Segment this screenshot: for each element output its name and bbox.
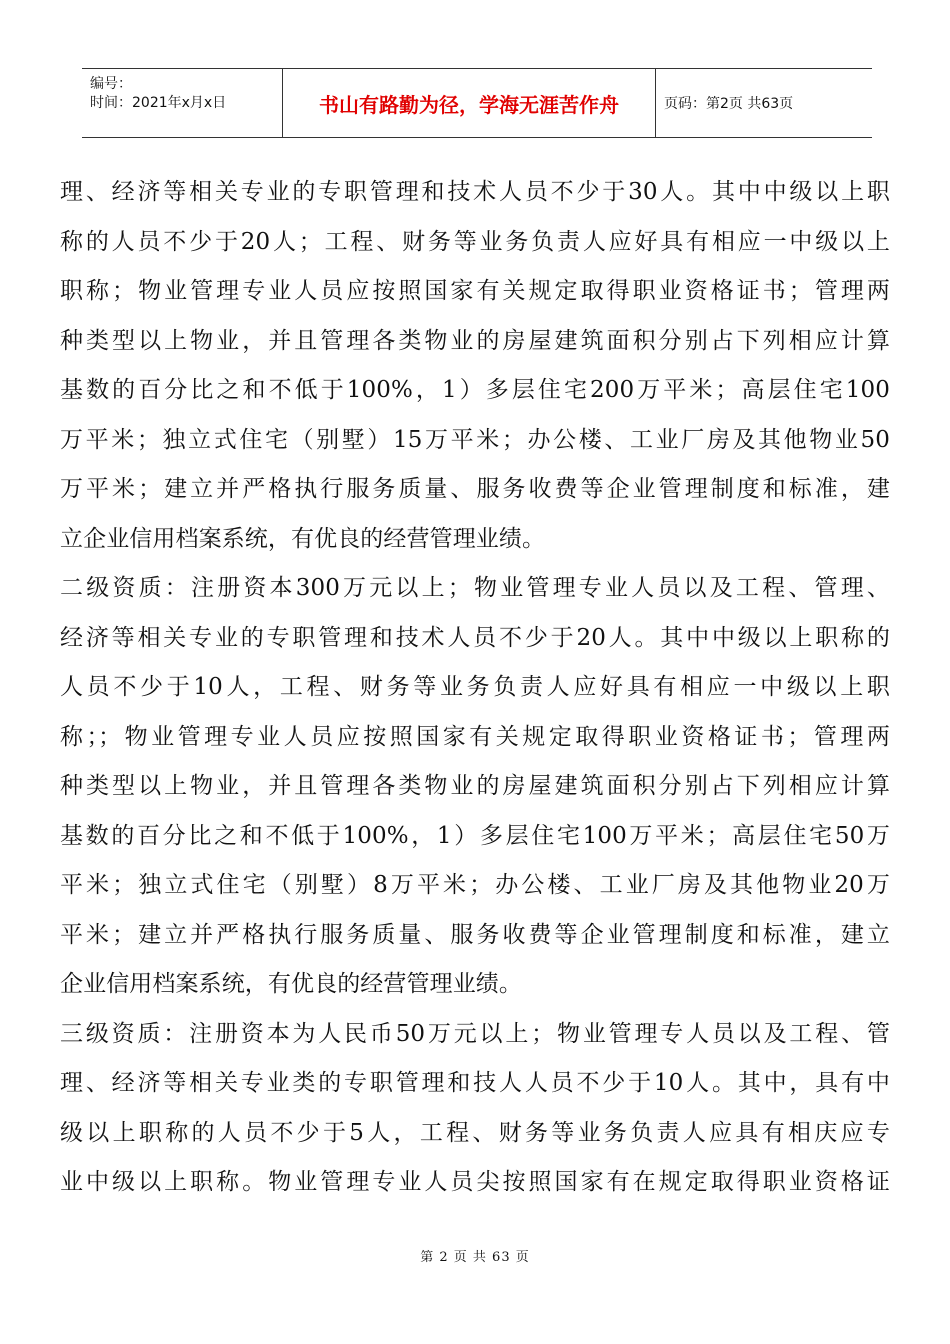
body-line: 经济等相关专业的专职管理和技术人员不少于20人。其中中级以上职称的 xyxy=(60,624,890,651)
document-number-label: 编号： xyxy=(90,76,132,92)
header-page-number: 页码：第2页 共63页 xyxy=(664,96,794,112)
body-line: 种类型以上物业，并且管理各类物业的房屋建筑面积分别占下列相应计算 xyxy=(60,773,890,799)
body-line: 企业信用档案系统，有优良的经营管理业绩。 xyxy=(60,971,522,997)
header-motto: 书山有路勤为径，学海无涯苦作舟 xyxy=(319,92,619,117)
body-line: 称；；物业管理专业人员应按照国家有关规定取得职业资格证书；管理两 xyxy=(60,723,890,750)
body-line: 立企业信用档案系统，有优良的经营管理业绩。 xyxy=(60,525,546,552)
body-line: 种类型以上物业，并且管理各类物业的房屋建筑面积分别占下列相应计算 xyxy=(60,327,890,354)
body-line: 基数的百分比之和不低于100%，1）多层住宅100万平米；高层住宅50万 xyxy=(60,822,890,849)
body-line: 人员不少于10人，工程、财务等业务负责人应好具有相应一中级以上职 xyxy=(60,674,890,700)
document-body xyxy=(60,168,890,1208)
body-line: 平米；独立式住宅（别墅）8万平米；办公楼、工业厂房及其他物业20万 xyxy=(60,872,890,898)
body-line: 二级资质：注册资本300万元以上；物业管理专业人员以及工程、管理、 xyxy=(60,575,890,601)
page-header xyxy=(82,68,872,138)
body-line: 基数的百分比之和不低于100%，1）多层住宅200万平米；高层住宅100 xyxy=(60,377,890,403)
body-line: 理、经济等相关专业的专职管理和技术人员不少于30人。其中中级以上职 xyxy=(60,179,890,205)
body-line: 理、经济等相关专业类的专职管理和技人人员不少于10人。其中，具有中 xyxy=(60,1070,890,1096)
body-line: 万平米；独立式住宅（别墅）15万平米；办公楼、工业厂房及其他物业50 xyxy=(60,426,890,453)
body-line: 级以上职称的人员不少于5人，工程、财务等业务负责人应具有相庆应专 xyxy=(60,1119,890,1146)
header-motto-cell xyxy=(282,69,656,137)
body-line: 三级资质：注册资本为人民币50万元以上；物业管理专人员以及工程、管 xyxy=(60,1020,890,1047)
document-date-label: 时间：2021年x月x日 xyxy=(90,95,227,111)
body-line: 职称；物业管理专业人员应按照国家有关规定取得职业资格证书；管理两 xyxy=(60,278,890,304)
page-footer: 第 2 页 共 63 页 xyxy=(420,1250,530,1265)
body-line: 平米；建立并严格执行服务质量、服务收费等企业管理制度和标准，建立 xyxy=(60,921,890,948)
header-meta xyxy=(82,69,282,137)
body-line: 业中级以上职称。物业管理专业人员尖按照国家有在规定取得职业资格证 xyxy=(60,1169,890,1195)
body-line: 万平米；建立并严格执行服务质量、服务收费等企业管理制度和标准，建 xyxy=(60,476,890,502)
body-line: 称的人员不少于20人；工程、财务等业务负责人应好具有相应一中级以上 xyxy=(60,228,890,255)
